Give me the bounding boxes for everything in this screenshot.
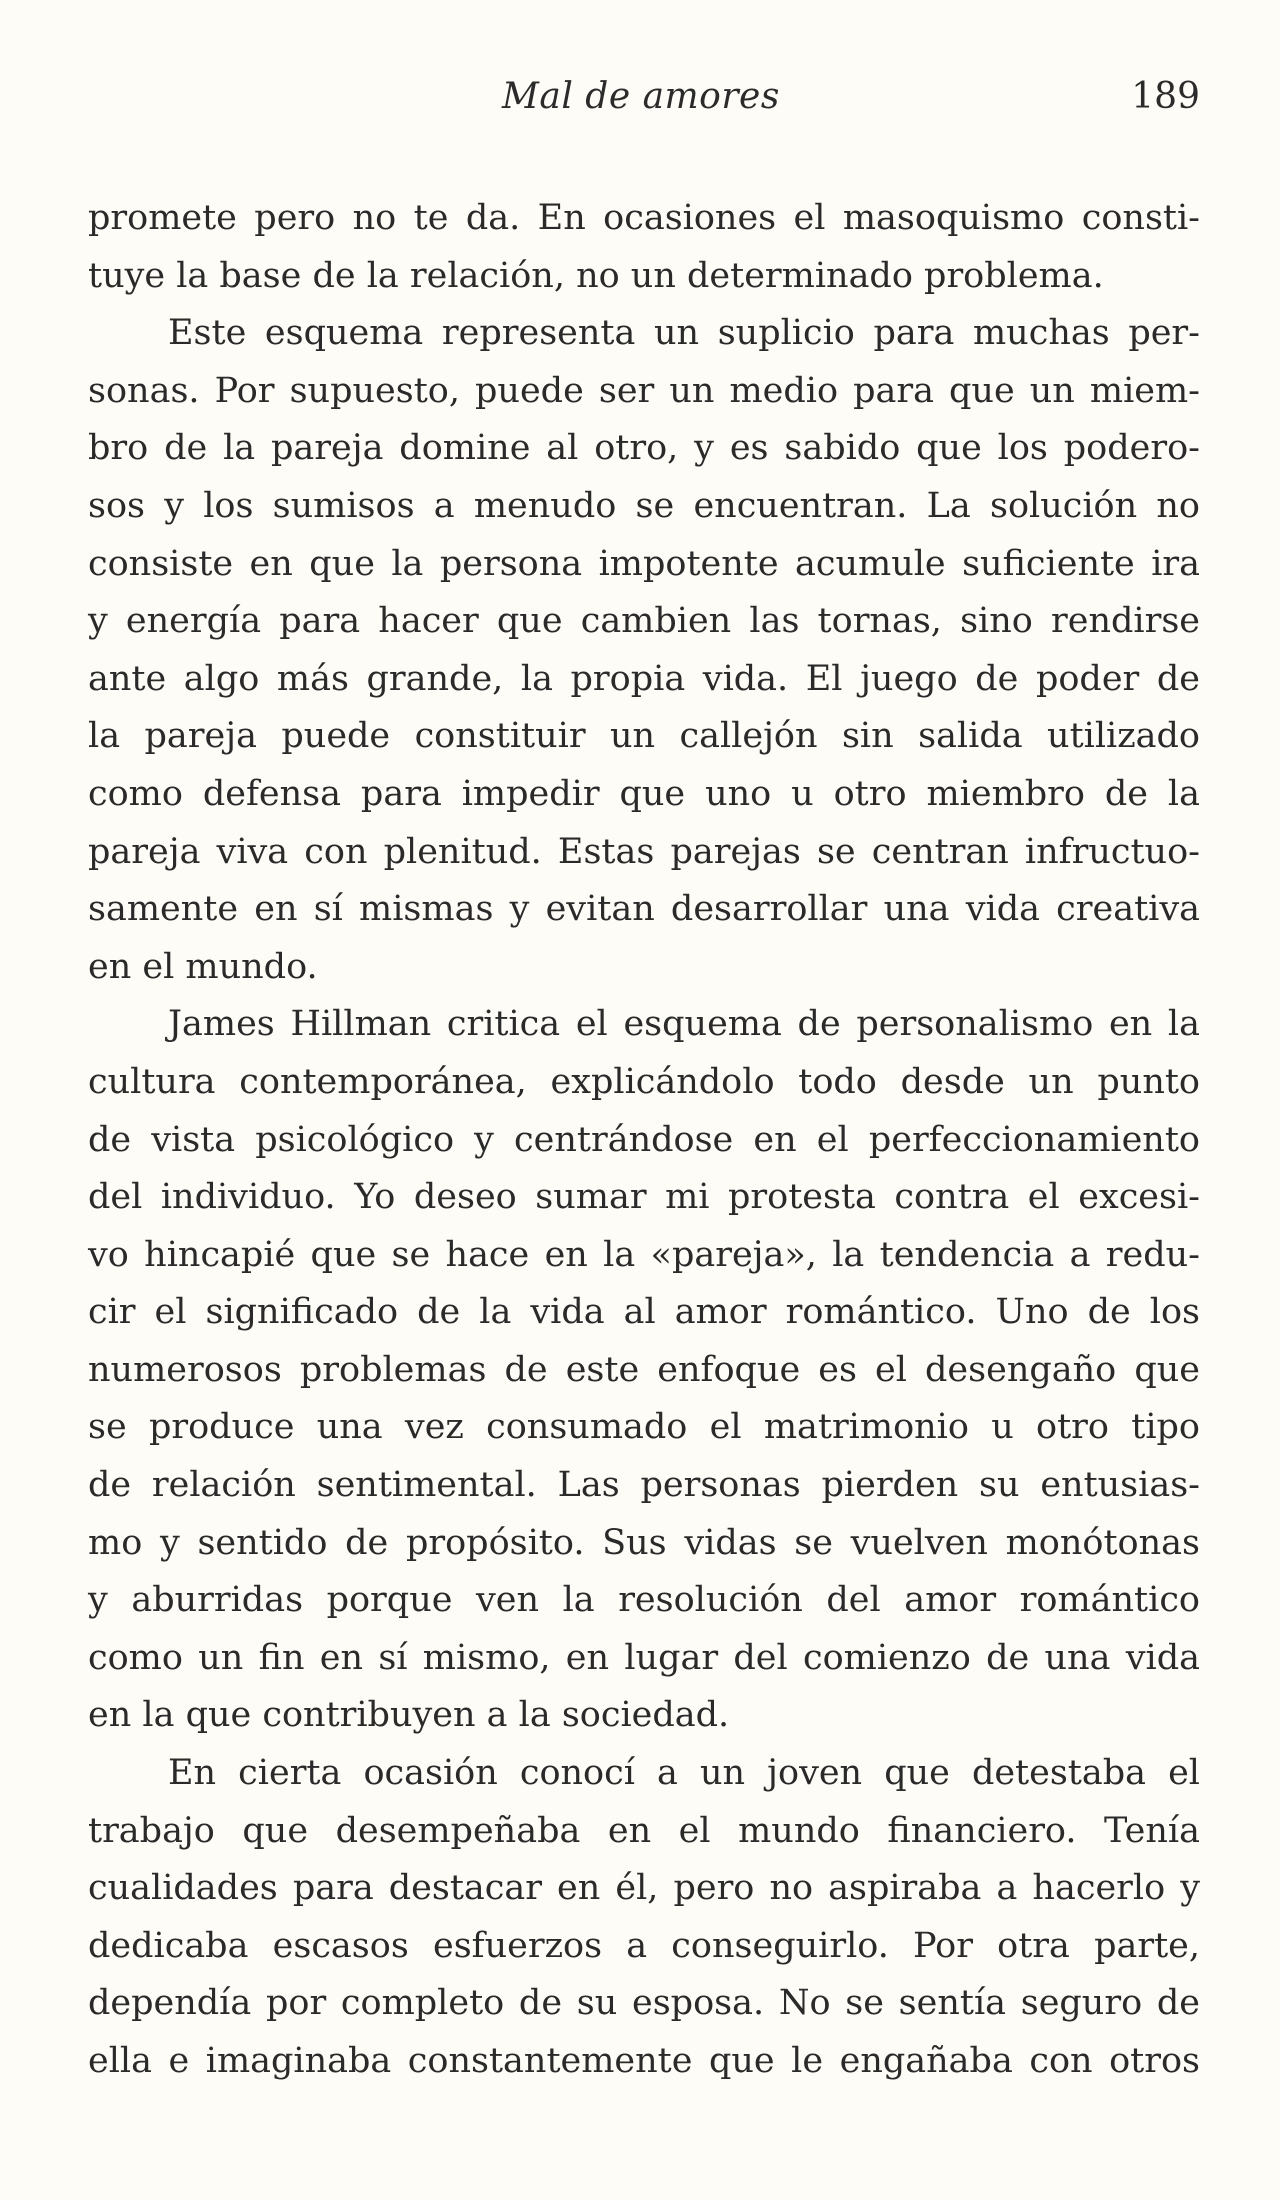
text-line: como defensa para impedir que uno u otro miembro de la bbox=[88, 773, 1200, 814]
text-line: y aburridas porque ven la resolución del amor romántico bbox=[88, 1580, 1200, 1621]
text-line: y energía para hacer que cambien las tornas, sino rendirse bbox=[88, 601, 1200, 642]
text-line: samente en sí mismas y evitan desarrollar una vida creativa bbox=[88, 889, 1200, 930]
text-line: numerosos problemas de este enfoque es el desengaño que bbox=[88, 1349, 1200, 1390]
text-line: tuye la base de la relación, no un determinado problema. bbox=[88, 255, 1104, 296]
page-number: 189 bbox=[1131, 76, 1200, 117]
text-line: en la que contribuyen a la sociedad. bbox=[88, 1695, 730, 1736]
text-line: dependía por completo de su esposa. No se sentía seguro de bbox=[88, 1983, 1200, 2024]
text-line: sonas. Por supuesto, puede ser un medio para que un miem- bbox=[88, 370, 1200, 411]
text-line: Este esquema representa un suplicio para muchas per- bbox=[168, 313, 1200, 354]
text-line: ella e imaginaba constantemente que le engañaba con otros bbox=[88, 2041, 1200, 2081]
text-line: de vista psicológico y centrándose en el perfeccionamiento bbox=[88, 1119, 1200, 1160]
body-text bbox=[88, 190, 1200, 2091]
text-line: sos y los sumisos a menudo se encuentran. La solución no bbox=[88, 485, 1200, 526]
text-line: vo hincapié que se hace en la «pareja», la tendencia a redu- bbox=[88, 1234, 1200, 1275]
running-header bbox=[0, 72, 1280, 122]
text-line: mo y sentido de propósito. Sus vidas se vuelven monótonas bbox=[88, 1522, 1200, 1563]
text-line: como un fin en sí mismo, en lugar del comienzo de una vida bbox=[88, 1637, 1200, 1678]
text-line: cultura contemporánea, explicándolo todo desde un punto bbox=[88, 1061, 1200, 1102]
text-line: trabajo que desempeñaba en el mundo financiero. Tenía bbox=[88, 1810, 1200, 1851]
text-line: de relación sentimental. Las personas pierden su entusias- bbox=[88, 1465, 1200, 1506]
text-line: cualidades para destacar en él, pero no aspiraba a hacerlo y bbox=[88, 1868, 1200, 1909]
text-line: ante algo más grande, la propia vida. El juego de poder de bbox=[88, 658, 1200, 699]
text-line: bro de la pareja domine al otro, y es sabido que los podero- bbox=[88, 428, 1200, 469]
text-line: cir el significado de la vida al amor romántico. Uno de los bbox=[88, 1292, 1200, 1333]
text-line: pareja viva con plenitud. Estas parejas se centran infructuo- bbox=[88, 831, 1200, 872]
text-line: promete pero no te da. En ocasiones el masoquismo consti- bbox=[88, 198, 1200, 238]
text-line: dedicaba escasos esfuerzos a conseguirlo. Por otra parte, bbox=[88, 1925, 1200, 1966]
text-line: James Hillman critica el esquema de personalismo en la bbox=[168, 1004, 1200, 1045]
text-line: En cierta ocasión conocí a un joven que detestaba el bbox=[168, 1753, 1200, 1794]
running-title: Mal de amores bbox=[502, 76, 780, 117]
text-line: se produce una vez consumado el matrimonio u otro tipo bbox=[88, 1407, 1200, 1448]
text-line: consiste en que la persona impotente acumule suficiente ira bbox=[88, 543, 1200, 584]
text-line: del individuo. Yo deseo sumar mi protesta contra el excesi- bbox=[88, 1177, 1200, 1218]
text-line: en el mundo. bbox=[88, 946, 318, 987]
text-line: la pareja puede constituir un callejón sin salida utilizado bbox=[88, 716, 1200, 757]
